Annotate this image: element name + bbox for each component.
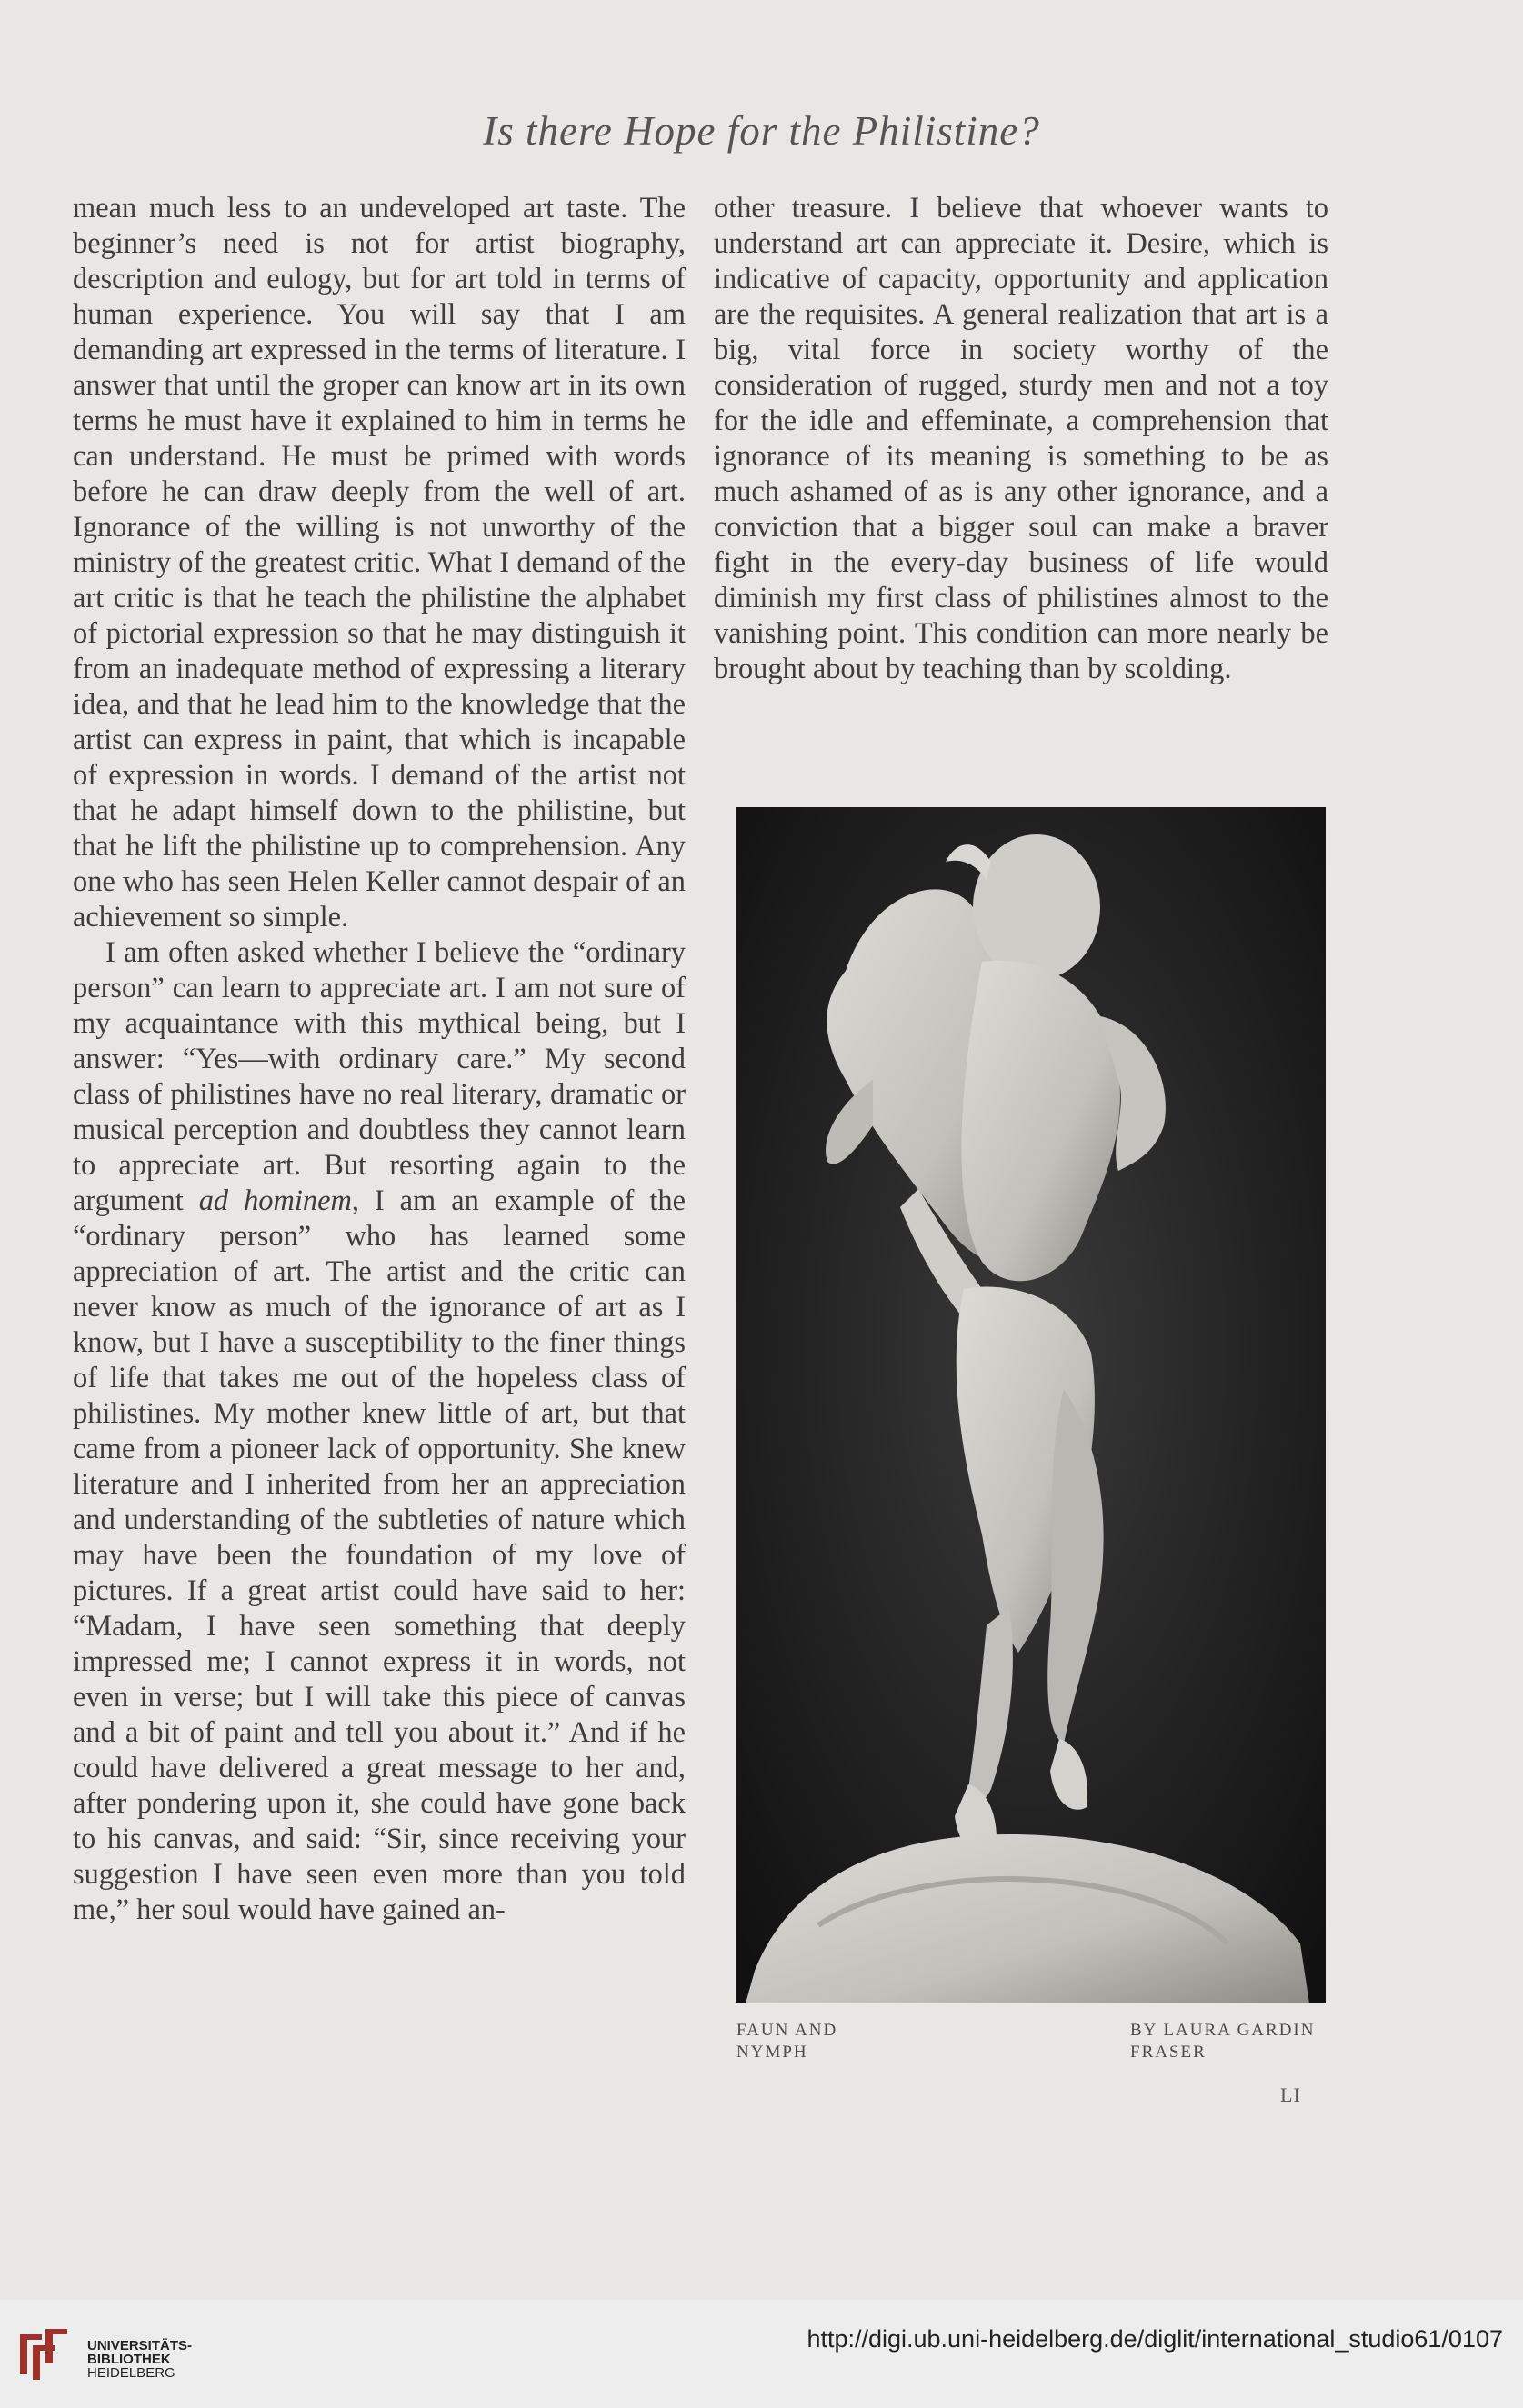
right-text-column bbox=[714, 191, 1328, 754]
page-number: LI bbox=[1280, 2083, 1301, 2106]
sculpture-photograph bbox=[736, 807, 1326, 2003]
source-url-link[interactable]: http://digi.ub.uni-heidelberg.de/diglit/international_studio61/0107 bbox=[807, 2325, 1503, 2353]
paragraph-3: other treasure. I believe that whoever wants to understand art can appreciate it. Desire, which is indicative of capacity, opportunity and application are the requisites. A general realization that art is a big, vital force in society worthy of the consideration of rugged, sturdy men and not a toy for the idle and effeminate, a comprehension that ignorance of its meaning is something to be as much ashamed of as is any other ignorance, and a conviction that a bigger soul can make a braver fight in the every-day business of life would diminish my first class of philistines almost to the vanishing point. This condition can more nearly be brought about by teaching than by scolding. bbox=[714, 192, 1328, 685]
caption-title-line1: FAUN AND bbox=[736, 2021, 838, 2040]
library-line-2: BIBLIOTHEK bbox=[87, 2352, 171, 2367]
figure-caption-title bbox=[736, 2020, 946, 2063]
caption-credit-line2: FRASER bbox=[1130, 2043, 1207, 2062]
library-name[interactable] bbox=[87, 2339, 192, 2380]
caption-credit-line1: BY LAURA GARDIN bbox=[1130, 2021, 1316, 2040]
paragraph-2-part-b: , I am an example of the “ordinary person” who has learned some appreciation of art. The artist and the critic can never know as much of the ignorance of art as I know, but I have a susceptibility to the finer things of life that takes me out of the hopeless class of philistines. My mother knew little of art, but that came from a pioneer lack of opportunity. She knew literature and I inherited from her an appreciation and understanding of the subtleties of nature which may have been the foundation of my love of pictures. If a great artist could have said to her: “Madam, I have seen something that deeply impressed me; I cannot express it in words, not even in verse; but I will take this piece of canvas and a bit of paint and tell you about it.” And if he could have delivered a great message to her and, after pondering upon it, she could have gone back to his canvas, and said: “Sir, since receiving your suggestion I have seen even more than you told me,” her soul would have gained an- bbox=[73, 1184, 686, 1926]
paragraph-1: mean much less to an undeveloped art taste. The beginner’s need is not for artist biography, description and eulogy, but for art told in terms of human experience. You will say that I am demanding art expressed in the terms of literature. I answer that until the groper can know art in its own terms he must have it explained to him in terms he can understand. He must be primed with words before he can draw deeply from the well of art. Ignorance of the willing is not unworthy of the ministry of the greatest critic. What I demand of the art critic is that he teach the philistine the alphabet of pictorial expression so that he may distinguish it from an inadequate method of expressing a literary idea, and that he lead him to the knowledge that the artist can express in paint, that which is incapable of expression in words. I demand of the artist not that he adapt himself down to the philistine, but that he lift the philistine up to comprehension. Any one who has seen Helen Keller cannot despair of an achievement so simple. bbox=[73, 192, 686, 934]
sculpture-image bbox=[736, 807, 1326, 2003]
latin-phrase: ad hominem bbox=[198, 1184, 352, 1217]
library-line-1: UNIVERSITÄTS- bbox=[87, 2338, 193, 2353]
library-line-3: HEIDELBERG bbox=[87, 2365, 175, 2381]
paragraph-2-part-a: I am often asked whether I believe the “ordinary person” can learn to appreciate art. I am not sure of my acquaintance with this mythical being, but I answer: “Yes—with ordinary care.” My second class of philistines have no real literary, dramatic or musical perception and doubtless they cannot learn to appreciate art. But resorting again to the argument bbox=[73, 936, 686, 1217]
caption-title-line2: NYMPH bbox=[736, 2043, 808, 2062]
paragraph-2 bbox=[73, 935, 686, 1928]
library-logo-icon[interactable] bbox=[15, 2327, 71, 2382]
library-footer bbox=[0, 2300, 1523, 2408]
running-title: Is there Hope for the Philistine? bbox=[483, 108, 1040, 154]
left-text-column bbox=[73, 191, 686, 2082]
figure-caption-credit bbox=[1130, 2020, 1339, 2063]
